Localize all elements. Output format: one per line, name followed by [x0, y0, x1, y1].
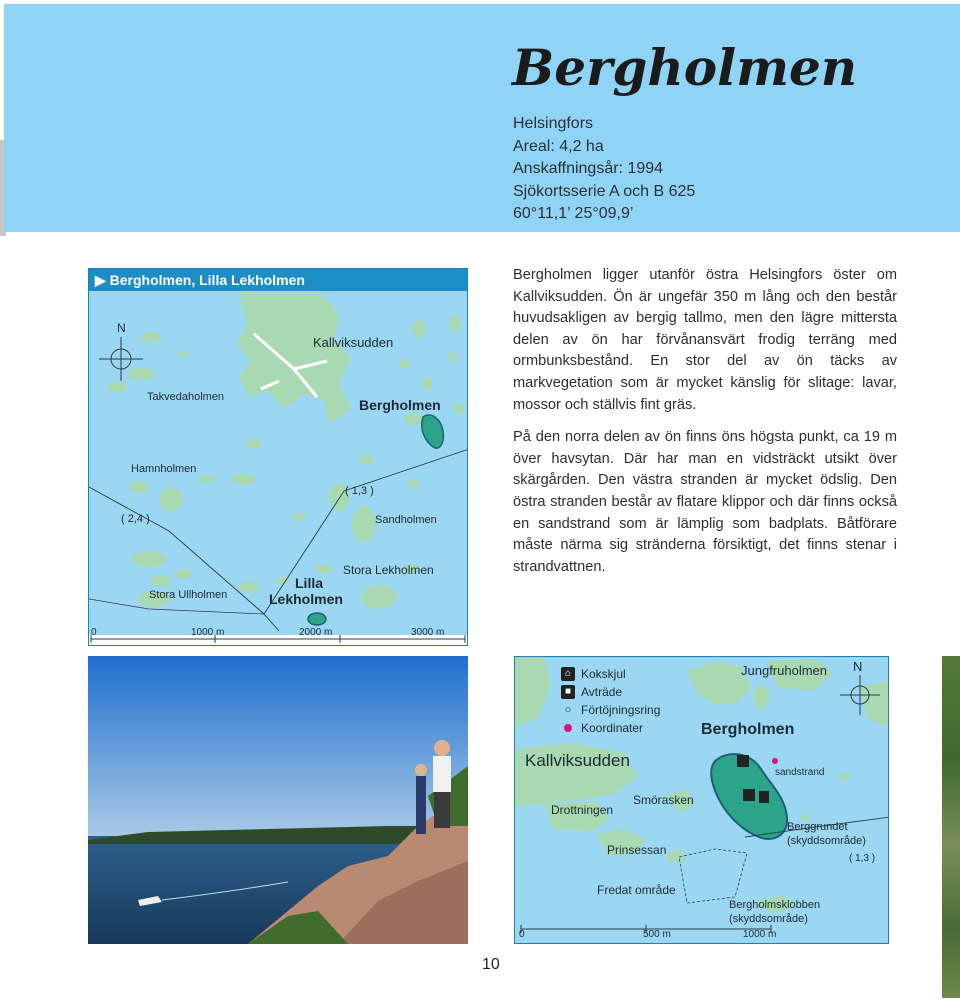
- body-text: [513, 265, 897, 589]
- side-photo-strip: [942, 656, 960, 998]
- detail-scale-1000: 1000 m: [743, 929, 777, 940]
- scale-1000: 1000 m: [191, 627, 225, 638]
- label-stora-lekholmen: Stora Lekholmen: [343, 563, 434, 577]
- fact-acquired: Anskaffningsår: 1994: [513, 160, 664, 177]
- scale-0: 0: [91, 627, 97, 638]
- scale-2000: 2000 m: [299, 627, 333, 638]
- label-depth-24: ( 2,4 ): [121, 513, 150, 525]
- label-berggrundet: Berggrundet: [787, 821, 848, 833]
- label-sandstrand: sandstrand: [775, 767, 825, 778]
- overview-map-title: ▶ Bergholmen, Lilla Lekholmen: [89, 269, 467, 291]
- label-kallviksudden: Kallviksudden: [313, 335, 394, 350]
- detail-scale-0: 0: [519, 929, 525, 940]
- detail-north-label: N: [853, 659, 863, 674]
- detail-label-depth-13: ( 1,3 ): [849, 853, 876, 864]
- detail-label-kallviksudden: Kallviksudden: [525, 751, 630, 770]
- coordinate-marker-icon: [564, 724, 572, 732]
- label-drottningen: Drottningen: [551, 803, 614, 817]
- cooking-shelter-icon: ⌂: [561, 667, 575, 681]
- label-hamnholmen: Hamnholmen: [131, 463, 197, 475]
- photo-graphic: [88, 656, 468, 944]
- page-title: Bergholmen: [512, 38, 858, 97]
- legend-fortojningsring: ○ Förtöjningsring: [561, 701, 660, 719]
- north-label: N: [117, 321, 126, 335]
- label-sandholmen: Sandholmen: [375, 514, 437, 526]
- label-berggrundet-sub: (skyddsområde): [787, 835, 866, 847]
- island-facts: [513, 113, 695, 226]
- label-stora-ullholmen: Stora Ullholmen: [149, 589, 228, 601]
- label-takvedaholmen: Takvedaholmen: [147, 391, 225, 403]
- label-smorasken: Smörasken: [633, 793, 694, 807]
- label-lilla: Lilla: [295, 575, 324, 591]
- fact-coordinates: 60°11,1’ 25°09,9’: [513, 205, 634, 222]
- toilet-icon: ■: [561, 685, 575, 699]
- label-bergholmen: Bergholmen: [359, 397, 441, 413]
- fact-area: Areal: 4,2 ha: [513, 137, 604, 155]
- map-legend: [561, 665, 660, 737]
- overview-map: [88, 268, 468, 646]
- label-bergholmsklobben-sub: (skyddsområde): [729, 913, 808, 925]
- label-jungfruholmen: Jungfruholmen: [741, 663, 827, 678]
- detail-scale-500: 500 m: [643, 929, 671, 940]
- scale-3000: 3000 m: [411, 627, 445, 638]
- paragraph-1: Bergholmen ligger utanför östra Helsingfors öster om Kallviksudden. Ön är ungefär 350 m lång och den består huvudsakligen av bergig tallmo, men den lägre mittersta delen av ön har förvånansvärt frodig terräng med ormbunksbestånd. En stor del av ön täcks av markvegetation som är mycket känslig för slitage: lavar, mossor och ställvis fint gräs.: [513, 267, 897, 413]
- island-photo: [88, 656, 468, 944]
- mooring-ring-icon: ○: [564, 704, 572, 716]
- label-lekholmen: Lekholmen: [269, 591, 343, 607]
- page-number: 10: [482, 956, 500, 973]
- label-depth-13: ( 1,3 ): [345, 485, 374, 497]
- legend-avtrade: ■ Avträde: [561, 683, 660, 701]
- label-fredat: Fredat område: [597, 883, 676, 897]
- label-bergholmsklobben: Bergholmsklobben: [729, 899, 821, 911]
- fact-location: Helsingfors: [513, 115, 594, 132]
- detail-map: [514, 656, 889, 944]
- legend-koordinater: Koordinater: [561, 719, 660, 737]
- legend-kokskjul: ⌂ Kokskjul: [561, 665, 660, 683]
- fact-chart-series: Sjökortsserie A och B 625: [513, 182, 696, 200]
- overview-map-graphic: [89, 269, 468, 646]
- detail-label-bergholmen: Bergholmen: [701, 721, 795, 738]
- label-prinsessan: Prinsessan: [607, 843, 667, 857]
- paragraph-2: På den norra delen av ön finns öns högsta punkt, ca 19 m över havsytan. Där har man en vidsträckt utsikt över skärgården. Den västra stranden är mycket ödslig. Den östra stranden består av flatare klippor och där finns också en sandstrand som är lämplig som badplats. Båtförare måste närma sig stränderna försiktigt, det finns stenar i strandvattnen.: [513, 429, 897, 575]
